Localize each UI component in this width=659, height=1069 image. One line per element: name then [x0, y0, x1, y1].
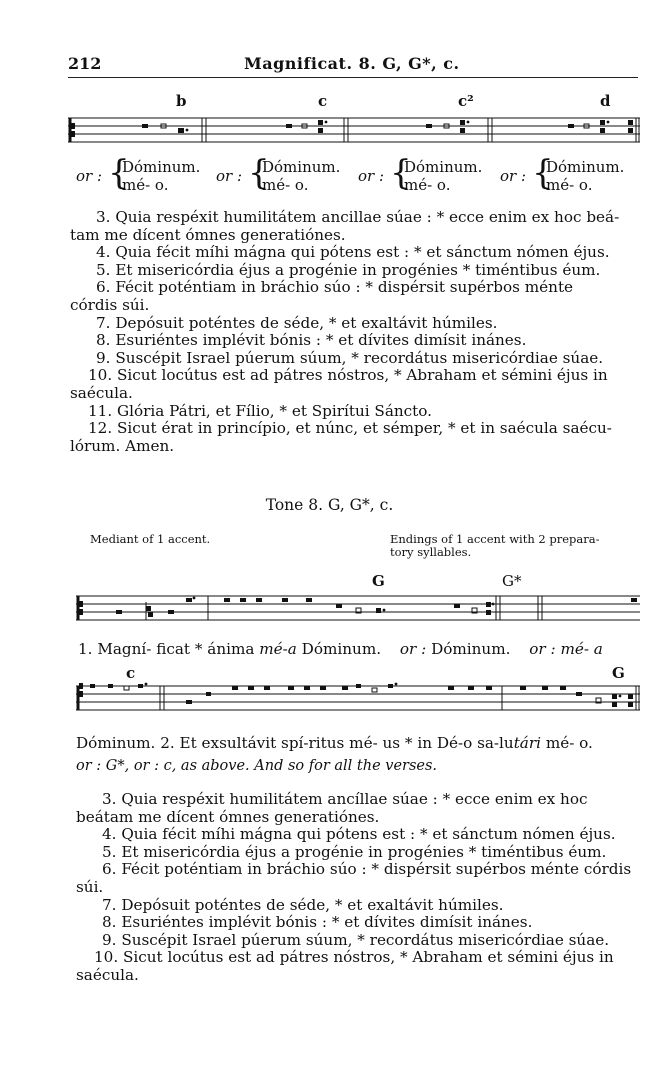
verse-6a: 6. Fécit poténtiam in bráchio súo : * dispérsit supérbos ménte — [96, 278, 574, 297]
alternative-endings-note: or : G*, or : c, as above. And so for all the verses. — [76, 758, 438, 774]
or-label: or : — [76, 167, 103, 185]
ending-label-b: b — [176, 92, 187, 110]
staff2-syllables — [78, 640, 603, 658]
verse-10b: 10. Sicut locútus est ad pátres nóstros, * Abraham et sémini éjus in — [94, 948, 614, 967]
verse-11a: 11. Glória Pátri, et Fílio, * et Spirítui Sáncto. — [88, 401, 432, 420]
ending-label-c2: c² — [458, 92, 474, 110]
mediant-note: Mediant of 1 accent. — [90, 532, 211, 546]
ending-group-3 — [358, 153, 498, 198]
ending-label-Gstar: G* — [502, 572, 522, 590]
verse-6a-cont: córdis súi. — [70, 295, 150, 314]
running-title: Magnificat. 8. G, G*, c. — [244, 54, 460, 73]
ending-label-G: G — [372, 572, 385, 590]
brace-icon: { — [108, 153, 130, 193]
chant-staff-2 — [76, 590, 640, 626]
chant-staff-1 — [68, 114, 640, 148]
syllables-exsultavit: Dóminum. 2. Et exsultávit spí-ritus mé- us * in Dé-o sa-lu — [76, 734, 514, 752]
verse-3b-cont: beátam me dícent ómnes generatiónes. — [76, 807, 380, 826]
staff3-syllables — [76, 734, 593, 752]
page-header — [68, 54, 638, 74]
verse-10b-cont: saécula. — [76, 965, 139, 984]
verse-12a-cont: lórum. Amen. — [70, 436, 175, 455]
syllables-dominum-alt: Dóminum. — [431, 640, 511, 658]
ending-word-1: Dóminum. — [404, 158, 483, 176]
ending-word-1: Dóminum. — [546, 158, 625, 176]
verse-10a-cont: saécula. — [70, 383, 133, 402]
verse-6b: 6. Fécit poténtiam in bráchio súo : * dispérsit supérbos ménte córdis — [102, 860, 632, 879]
verse-9b: 9. Suscépit Israel púerum súum, * recordátus misericórdiae súae. — [102, 930, 610, 949]
verse-8b: 8. Esuriéntes implévit bónis : * et dívites dimísit inánes. — [102, 913, 533, 932]
verse-9a: 9. Suscépit Israel púerum súum, * recordátus misericórdiae súae. — [96, 348, 604, 367]
ending-word-1: Dóminum. — [122, 158, 201, 176]
ending-label-d: d — [600, 92, 611, 110]
ending-label-c: c — [126, 664, 136, 682]
or-label: or : — [500, 167, 527, 185]
ending-label-G2: G — [612, 664, 625, 682]
syllables-tari: tári — [513, 734, 541, 752]
or-label: or : — [399, 640, 427, 658]
or-label: or : — [358, 167, 385, 185]
ending-group-1 — [76, 153, 216, 198]
page-number: 212 — [68, 54, 102, 73]
verse-3a: 3. Quia respéxit humilitátem ancillae súae : * ecce enim ex hoc beá- — [96, 208, 620, 226]
ending-group-4 — [500, 153, 640, 198]
chant-staff-3 — [76, 680, 640, 716]
verse-8a: 8. Esuriéntes implévit bónis : * et dívites dimísit inánes. — [96, 331, 527, 350]
verses-section-a — [70, 209, 638, 455]
verse-10a: 10. Sicut locútus est ad pátres nóstros, * Abraham et sémini éjus in — [88, 366, 608, 385]
ending-label-c: c — [318, 92, 328, 110]
brace-icon: { — [390, 153, 412, 193]
syllables-dominum: Dóminum. — [301, 640, 382, 658]
endings-note-1: Endings of 1 accent with 2 prepara- — [390, 532, 600, 546]
brace-icon: { — [248, 153, 270, 193]
brace-icon: { — [532, 153, 554, 193]
verse-6b-cont: súi. — [76, 877, 104, 896]
syllables-mea-alt: mé- a — [560, 640, 603, 658]
syllables-mea: mé-a — [259, 640, 297, 658]
endings-note-2: tory syllables. — [390, 545, 472, 559]
or-label: or : — [529, 640, 556, 658]
verse-7a: 7. Depósuit poténtes de séde, * et exaltávit húmiles. — [96, 313, 498, 332]
ending-group-2 — [216, 153, 356, 198]
ending-word-2: mé- o. — [404, 176, 451, 194]
ending-word-2: mé- o. — [122, 176, 169, 194]
ending-word-1: Dóminum. — [262, 158, 341, 176]
verse-7b: 7. Depósuit poténtes de séde, * et exaltávit húmiles. — [102, 895, 504, 914]
tone-title: Tone 8. G, G*, c. — [265, 496, 394, 514]
or-label: or : — [216, 167, 243, 185]
verse-12a: 12. Sicut érat in princípio, et núnc, et sémper, * et in saécula saécu- — [88, 419, 612, 438]
verses-section-b — [76, 791, 638, 985]
verse-3a-cont: tam me dícent ómnes generatiónes. — [70, 225, 346, 244]
syllables-meo: mé- o. — [545, 734, 593, 752]
verse-4a: 4. Quia fécit míhi mágna qui pótens est : * et sánctum nómen éjus. — [96, 243, 610, 262]
verse-3b: 3. Quia respéxit humilitátem ancíllae súae : * ecce enim ex hoc — [102, 790, 588, 808]
ending-word-2: mé- o. — [262, 176, 309, 194]
verse-5a: 5. Et misericórdia éjus a progénie in progénies * timéntibus éum. — [96, 260, 601, 279]
syllables-magnificat: 1. Magní- ficat * ánima — [78, 640, 255, 658]
header-rule — [68, 77, 638, 78]
verse-5b: 5. Et misericórdia éjus a progénie in progénies * timéntibus éum. — [102, 842, 607, 861]
verse-4b: 4. Quia fécit míhi mágna qui pótens est : * et sánctum nómen éjus. — [102, 825, 616, 844]
ending-word-2: mé- o. — [546, 176, 593, 194]
